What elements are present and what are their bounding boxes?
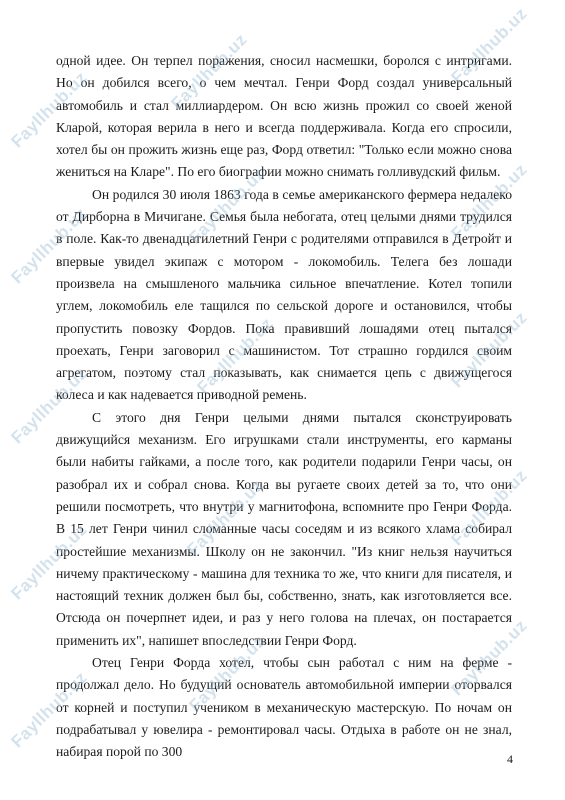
watermark: Fayllhub.uz [7,203,91,288]
paragraph-4: Отец Генри Форда хотел, чтобы сын работал с ним на ферме - продолжал дело. Но будущий основатель автомобильной империи оторвался от корней и поступил учеником в механическую мастерскую. По ночам он подрабатывал у ювелира - ремонтировал часы. Отдыха в работе он не знал, набирая порой по 300 [56,655,512,760]
paragraph-3: С этого дня Генри целыми днями пытался сконструировать движущийся механизм. Его игрушками стали инструменты, его карманы были набиты гайками, а после того, как родители подарили Генри часы, он разобрал их и собрал снова. Когда вы ругаете своих детей за то, что они решили посмотреть, что внутри у магнитофона, вспомните про Генри Форда. В 15 лет Генри чинил сломанные часы соседям и из всякого хлама собирал простейшие механизмы. Школу он не закончил. "Из книг нельзя научиться ничему практическому - машина для техника то же, что книги для писателя, и настоящий техник должен был бы, собственно, знать, как изготовляется все. Отсюда он почерпнет идеи, и раз у него голова на плечах, он постарается применить их", напишет впоследствии Генри Форд. [56,409,512,648]
watermark: Fayllhub.uz [447,159,531,244]
paragraph-2: Он родился 30 июля 1863 года в семье американского фермера недалеко от Дирборна в Мичигане. Семья была небогата, отец целыми днями трудился в поле. Как-то двенадцатилетний Генри с родителями отправился в Детройт и впервые увидел экипаж с мотором - локомобиль. Телега без лошади произвела на смышленого мальчика сильное впечатление. Котел топили углем, локомобиль еле тащился по сельской дороге и остановился, чтобы пропустить повозку Фордов. Пока правивший лошадями отец пытался проехать, Генри заговорил с машинистом. Тот страшно гордился своим агрегатом, поэтому стал показывать, как снимается цепь с движущегося колеса и как надевается приводной ремень. [56,186,512,403]
watermark: Fayllhub.uz [185,163,269,248]
watermark: Fayllhub.uz [193,313,277,398]
watermark: Fayllhub.uz [7,363,91,448]
watermark: Fayllhub.uz [7,67,91,152]
watermark: Fayllhub.uz [447,615,531,700]
document-body [56,50,512,764]
watermark: Fayllhub.uz [167,29,251,114]
watermark: Fayllhub.uz [183,475,267,560]
watermark: Fayllhub.uz [7,667,91,752]
watermark: Fayllhub.uz [7,519,91,604]
watermark: Fayllhub.uz [447,3,531,88]
page-number: 4 [507,752,513,766]
paragraph-1: одной идее. Он терпел поражения, сносил насмешки, боролся с интригами. Но он добился всего, о чем мечтал. Генри Форд создал универсальный автомобиль и стал миллиардером. Он всю жизнь прожил со своей женой Кларой, которая верила в него и всегда поддерживала. Когда его спросили, хотел бы он прожить жизнь еще раз, Форд ответил: "Только если можно снова жениться на Кларе". По его биографии можно снимать голливудский фильм. [56,53,512,180]
watermark: Fayllhub.uz [447,307,531,392]
watermark: Fayllhub.uz [447,465,531,550]
watermark: Fayllhub.uz [185,631,269,716]
